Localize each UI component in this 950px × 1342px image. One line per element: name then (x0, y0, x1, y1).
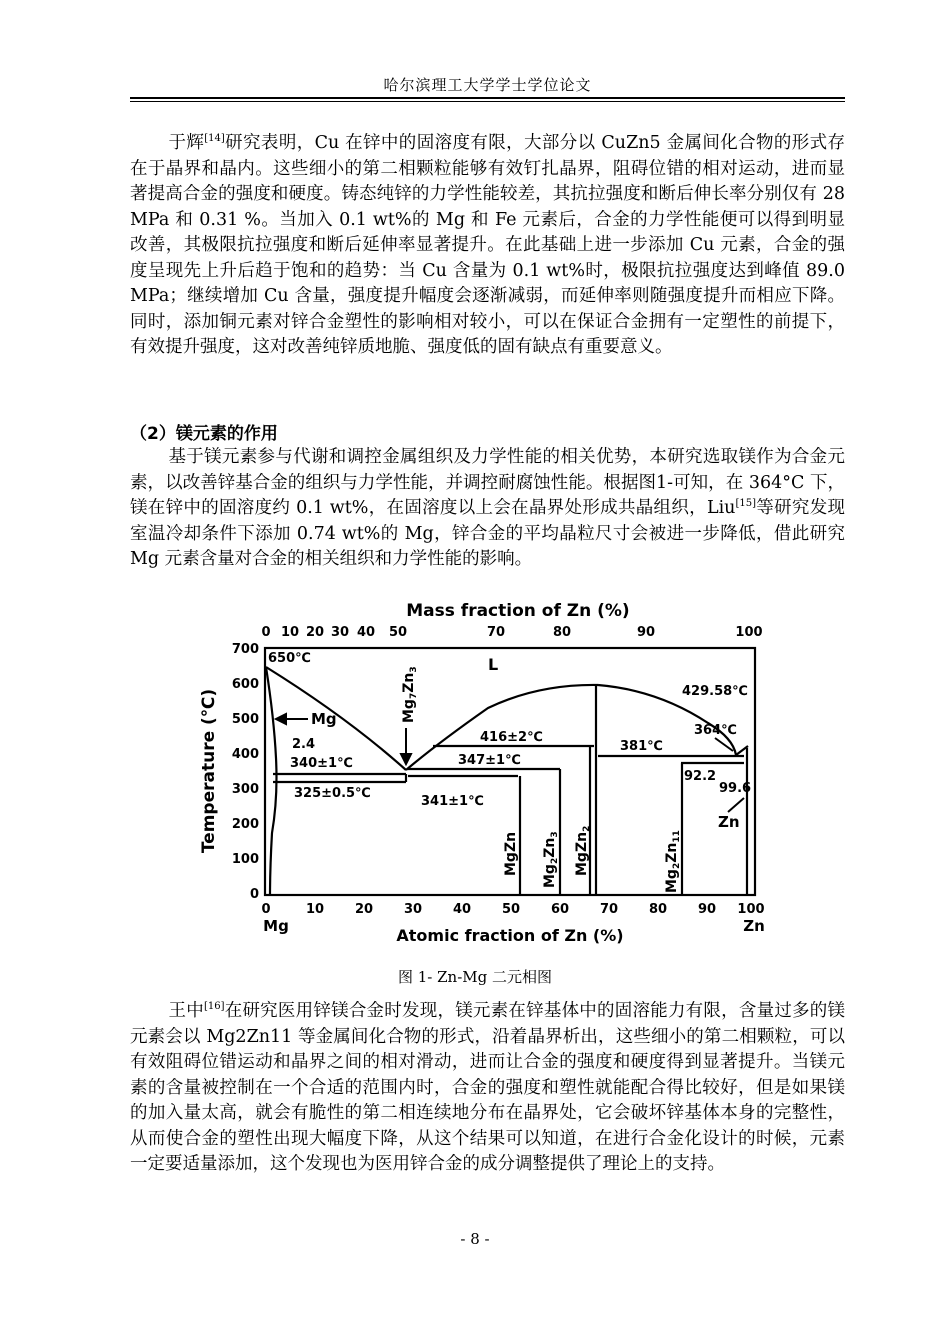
bottom-tick-label: 10 (305, 902, 325, 917)
label-99-6: 99.6 (719, 781, 752, 796)
header-rule-thin (130, 101, 845, 102)
label-mg2zn11: $Mg_2Zn_{11}$ (664, 830, 682, 893)
page-number: - 8 - (460, 1230, 490, 1248)
y-tick-label: 400 (231, 747, 259, 762)
y-tick-label: 500 (231, 712, 259, 727)
label-341: 341±1℃ (421, 794, 484, 809)
bottom-tick-label: 70 (599, 902, 619, 917)
paragraph-text: 在研究医用锌镁合金时发现，镁元素在锌基体中的固溶能力有限，含量过多的镁元素会以 Mg2Zn11 等金属间化合物的形式，沿着晶界析出，这些细小的第二相颗粒，可以有效阻碍位错运动和晶界之间的相对滑动，进而让合金的强度和硬度得到显著提升。当镁元素的含量被控制在一个合适的范围内时，合金的强度和塑性就能配合得比较好，但是如果镁的加入量太高，就会有脆性的第二相连续地分布在晶界处，它会破坏锌基体本身的完整性，从而使合金的塑性出现大幅度下降，从这个结果可以知道，在进行合金化设计的时候，元素一定要适量添加，这个发现也为医用锌合金的成分调整提供了理论上的支持。 (130, 1001, 846, 1174)
paragraph-text: 等研究发现室温冷却条件下添加 0.74 wt%的 Mg，锌合金的平均晶粒尺寸会被进一步降低，借此研究 Mg 元素含量对合金的相关组织和力学性能的影响。 (130, 498, 845, 569)
label-mgzn: MgZn (503, 831, 519, 876)
bottom-tick-label: 30 (403, 902, 423, 917)
top-tick-label: 20 (305, 625, 325, 640)
top-tick-label: 80 (552, 625, 572, 640)
top-tick-label: 90 (636, 625, 656, 640)
citation-ref[interactable]: [16] (203, 1001, 225, 1013)
y-tick-label: 100 (231, 852, 259, 867)
y-tick-label: 0 (249, 887, 259, 902)
bottom-tick-label: 50 (501, 902, 521, 917)
label-mg7zn3: $Mg_7Zn_3$ (401, 666, 419, 723)
y-tick-label: 300 (231, 782, 259, 797)
phase-diagram-figure (188, 598, 785, 948)
citation-ref[interactable]: [15] (735, 498, 756, 510)
paragraph-mg-intro (130, 445, 845, 573)
paragraph-mg-effect (130, 999, 845, 1178)
header-rule-thick (130, 97, 845, 99)
label-liquid: L (488, 655, 499, 674)
label-416: 416±2℃ (480, 730, 543, 745)
top-tick-label: 30 (330, 625, 350, 640)
label-650: 650℃ (268, 651, 311, 666)
label-325: 325±0.5℃ (294, 786, 371, 801)
bottom-tick-label: 40 (452, 902, 472, 917)
top-axis-title: Mass fraction of Zn (%) (406, 601, 630, 621)
label-340: 340±1℃ (290, 756, 353, 771)
section-heading: （2）镁元素的作用 (130, 424, 278, 444)
y-tick-label: 700 (231, 642, 259, 657)
label-429: 429.58℃ (682, 684, 748, 699)
top-tick-label: 70 (486, 625, 506, 640)
y-tick-label: 600 (231, 677, 259, 692)
label-2-4: 2.4 (292, 737, 316, 752)
paragraph-text: 于辉 (168, 133, 205, 153)
end-label-mg: Mg (263, 917, 289, 935)
bottom-tick-label: 0 (261, 902, 271, 917)
end-label-zn: Zn (743, 917, 765, 935)
top-tick-label: 40 (356, 625, 376, 640)
label-mg2zn3: $Mg_2Zn_3$ (542, 831, 560, 888)
running-header: 哈尔滨理工大学学士学位论文 (383, 76, 592, 94)
bottom-tick-label: 80 (648, 902, 668, 917)
bottom-tick-label: 90 (697, 902, 717, 917)
label-92-2: 92.2 (684, 769, 717, 784)
top-tick-label: 50 (388, 625, 408, 640)
top-tick-label: 100 (735, 625, 763, 640)
label-381: 381℃ (620, 739, 663, 754)
citation-ref[interactable]: [14] (204, 133, 225, 145)
label-347: 347±1℃ (458, 753, 521, 768)
paragraph-text: 研究表明，Cu 在锌中的固溶度有限，大部分以 CuZn5 金属间化合物的形式存在于晶界和晶内。这些细小的第二相颗粒能够有效钉扎晶界，阻碍位错的相对运动，进而显著提高合金的强度和硬度。铸态纯锌的力学性能较差，其抗拉强度和断后伸长率分别仅有 28 MPa 和 0.31 %。当加入 0.1 wt%的 Mg 和 Fe 元素后，合金的力学性能便可以得到明显改善，其极限抗拉强度和断后延伸率显著提升。在此基础上进一步添加 Cu 元素，合金的强度呈现先上升后趋于饱和的趋势：当 Cu 含量为 0.1 wt%时，极限抗拉强度达到峰值 89.0 MPa；继续增加 Cu 含量，强度提升幅度会逐渐减弱，而延伸率则随强度提升而相应下降。同时，添加铜元素对锌合金塑性的影响相对较小，可以在保证合金拥有一定塑性的前提下，有效提升强度，这对改善纯锌质地脆、强度低的固有缺点有重要意义。 (130, 133, 846, 357)
bottom-axis-title: Atomic fraction of Zn (%) (396, 926, 624, 945)
top-tick-label: 10 (280, 625, 300, 640)
label-mg-arrow: Mg (311, 710, 337, 728)
label-zn-phase: Zn (718, 813, 740, 831)
label-mgzn2: MgZn$_2$ (574, 825, 592, 876)
paragraph-text: 基于镁元素参与代谢和调控金属组织及力学性能的相关优势，本研究选取镁作为合金元素，以改善锌基合金的组织与力学性能，并调控耐腐蚀性能。根据图1-可知，在 364°C 下，镁在锌中的固溶度约 0.1 wt%，在固溶度以上会在晶界处形成共晶组织，Liu (130, 447, 845, 518)
bottom-tick-label: 60 (550, 902, 570, 917)
top-tick-label: 0 (261, 625, 271, 640)
bottom-tick-label: 100 (737, 902, 765, 917)
y-axis-title: Temperature (℃) (199, 688, 219, 854)
paragraph-text: 王中 (168, 1001, 204, 1021)
y-tick-label: 200 (231, 817, 259, 832)
label-364: 364℃ (694, 723, 737, 738)
paragraph-cu-effect (130, 131, 845, 361)
bottom-tick-label: 20 (354, 902, 374, 917)
figure-caption: 图 1- Zn-Mg 二元相图 (397, 968, 553, 986)
